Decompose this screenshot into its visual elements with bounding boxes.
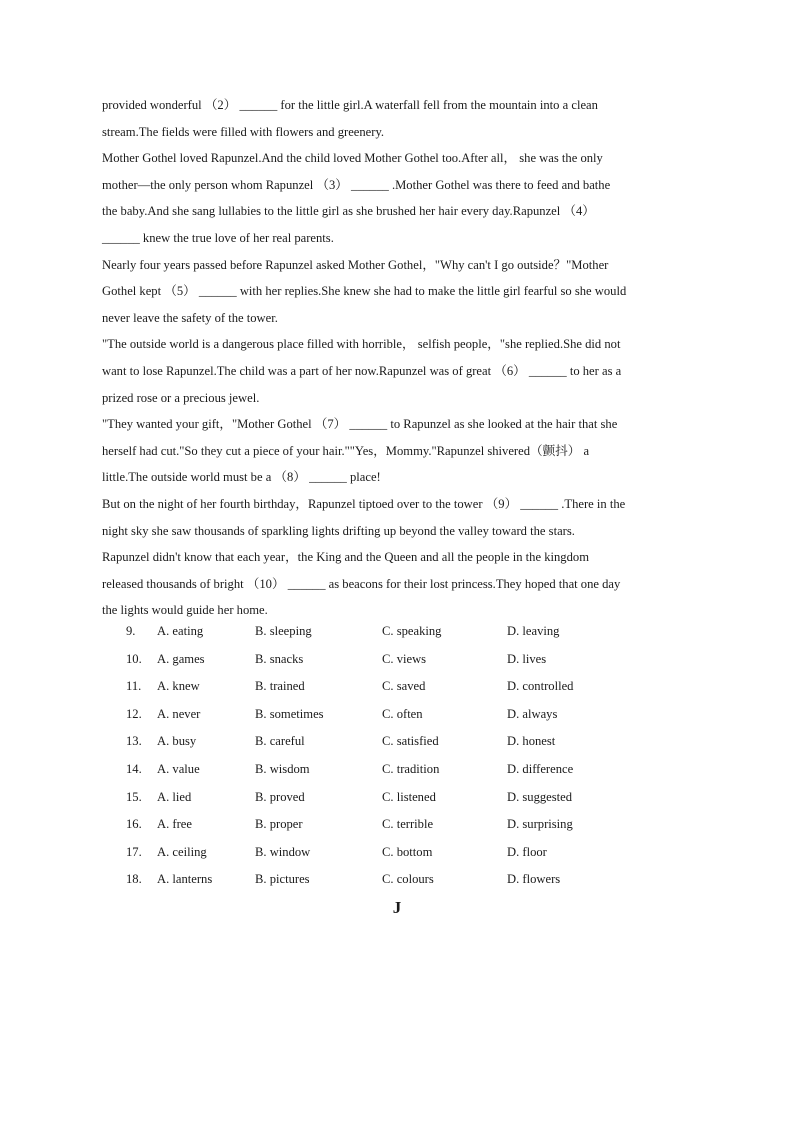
option-b: B. trained bbox=[255, 679, 305, 694]
option-b: B. wisdom bbox=[255, 761, 310, 776]
option-a: A. free bbox=[157, 817, 192, 832]
option-d: D. suggested bbox=[507, 789, 573, 804]
option-b: B. proved bbox=[255, 789, 305, 804]
option-a: A. games bbox=[157, 651, 205, 666]
reading-passage bbox=[102, 92, 694, 624]
option-a: A. never bbox=[157, 706, 201, 721]
option-b: B. sleeping bbox=[255, 624, 312, 638]
option-c: C. satisfied bbox=[382, 734, 439, 749]
passage-line: the baby.And she sang lullabies to the little girl as she brushed her hair every day.Rapunzel （4） bbox=[102, 204, 595, 219]
question-number: 13. bbox=[126, 734, 142, 749]
section-mark: J bbox=[392, 898, 402, 917]
question-number: 16. bbox=[126, 817, 142, 832]
option-c: C. saved bbox=[382, 679, 426, 694]
passage-line: stream.The fields were filled with flowers and greenery. bbox=[102, 124, 385, 139]
option-d: D. always bbox=[507, 706, 558, 721]
passage-line: want to lose Rapunzel.The child was a part of her now.Rapunzel was of great （6） ______ to her as a bbox=[102, 363, 622, 378]
passage-line: never leave the safety of the tower. bbox=[102, 310, 278, 325]
option-a: A. eating bbox=[157, 624, 204, 638]
option-c: C. speaking bbox=[382, 624, 442, 638]
question-number: 17. bbox=[126, 844, 142, 859]
passage-line: Rapunzel didn't know that each year，the King and the Queen and all the people in the kingdom bbox=[102, 550, 589, 565]
question-number: 15. bbox=[126, 789, 142, 804]
option-c: C. views bbox=[382, 651, 427, 666]
option-a: A. busy bbox=[157, 734, 197, 749]
option-a: A. lied bbox=[157, 789, 192, 804]
option-a: A. knew bbox=[157, 679, 200, 694]
option-c: C. bottom bbox=[382, 844, 433, 859]
question-number: 11. bbox=[126, 679, 142, 694]
option-c: C. tradition bbox=[382, 761, 440, 776]
option-b: B. sometimes bbox=[255, 706, 324, 721]
option-c: C. colours bbox=[382, 872, 434, 887]
option-c: C. terrible bbox=[382, 817, 434, 832]
option-d: D. surprising bbox=[507, 817, 573, 832]
passage-line: night sky she saw thousands of sparkling lights drifting up beyond the valley toward the stars. bbox=[102, 523, 575, 538]
passage-line: "They wanted your gift，"Mother Gothel （7） ______ to Rapunzel as she looked at the hair that she bbox=[102, 417, 618, 432]
option-a: A. ceiling bbox=[157, 844, 207, 859]
option-b: B. snacks bbox=[255, 651, 304, 666]
question-number: 9. bbox=[126, 624, 136, 638]
option-d: D. honest bbox=[507, 734, 556, 749]
passage-line: the lights would guide her home. bbox=[102, 603, 268, 618]
passage-line: herself had cut."So they cut a piece of your hair.""Yes，Mommy."Rapunzel shivered（颤抖） a bbox=[102, 443, 590, 458]
option-b: B. pictures bbox=[255, 872, 310, 887]
question-number: 14. bbox=[126, 761, 142, 776]
passage-line: released thousands of bright （10） ______ as beacons for their lost princess.They hoped that one day bbox=[102, 576, 621, 591]
option-d: D. lives bbox=[507, 651, 547, 666]
passage-line: Nearly four years passed before Rapunzel asked Mother Gothel，"Why can't I go outside？"Mother bbox=[102, 257, 609, 272]
option-d: D. leaving bbox=[507, 624, 560, 638]
passage-line: Gothel kept （5） ______ with her replies.She knew she had to make the little girl fearful so she would bbox=[102, 284, 627, 299]
passage-line: prized rose or a precious jewel. bbox=[102, 390, 260, 405]
option-c: C. often bbox=[382, 706, 423, 721]
question-number: 18. bbox=[126, 872, 142, 887]
option-b: B. window bbox=[255, 844, 311, 859]
passage-line: "The outside world is a dangerous place filled with horrible， selfish people，"she replied.She did not bbox=[102, 337, 621, 352]
question-number: 12. bbox=[126, 706, 142, 721]
passage-line: ______ knew the true love of her real parents. bbox=[102, 230, 334, 245]
passage-line: mother—the only person whom Rapunzel （3） ______ .Mother Gothel was there to feed and bathe bbox=[102, 177, 611, 192]
option-c: C. listened bbox=[382, 789, 436, 804]
passage-line: little.The outside world must be a （8） ______ place! bbox=[102, 470, 381, 485]
question-number: 10. bbox=[126, 651, 142, 666]
option-d: D. controlled bbox=[507, 679, 574, 694]
option-b: B. careful bbox=[255, 734, 305, 749]
option-d: D. flowers bbox=[507, 872, 561, 887]
option-a: A. value bbox=[157, 761, 200, 776]
option-d: D. difference bbox=[507, 761, 574, 776]
option-d: D. floor bbox=[507, 844, 547, 859]
option-b: B. proper bbox=[255, 817, 303, 832]
passage-line: provided wonderful （2） ______ for the little girl.A waterfall fell from the mountain into a clean bbox=[102, 98, 598, 112]
passage-line: Mother Gothel loved Rapunzel.And the child loved Mother Gothel too.After all， she was the only bbox=[102, 151, 603, 166]
passage-line: But on the night of her fourth birthday，Rapunzel tiptoed over to the tower （9） ______ .There in the bbox=[102, 496, 626, 511]
option-a: A. lanterns bbox=[157, 872, 213, 887]
